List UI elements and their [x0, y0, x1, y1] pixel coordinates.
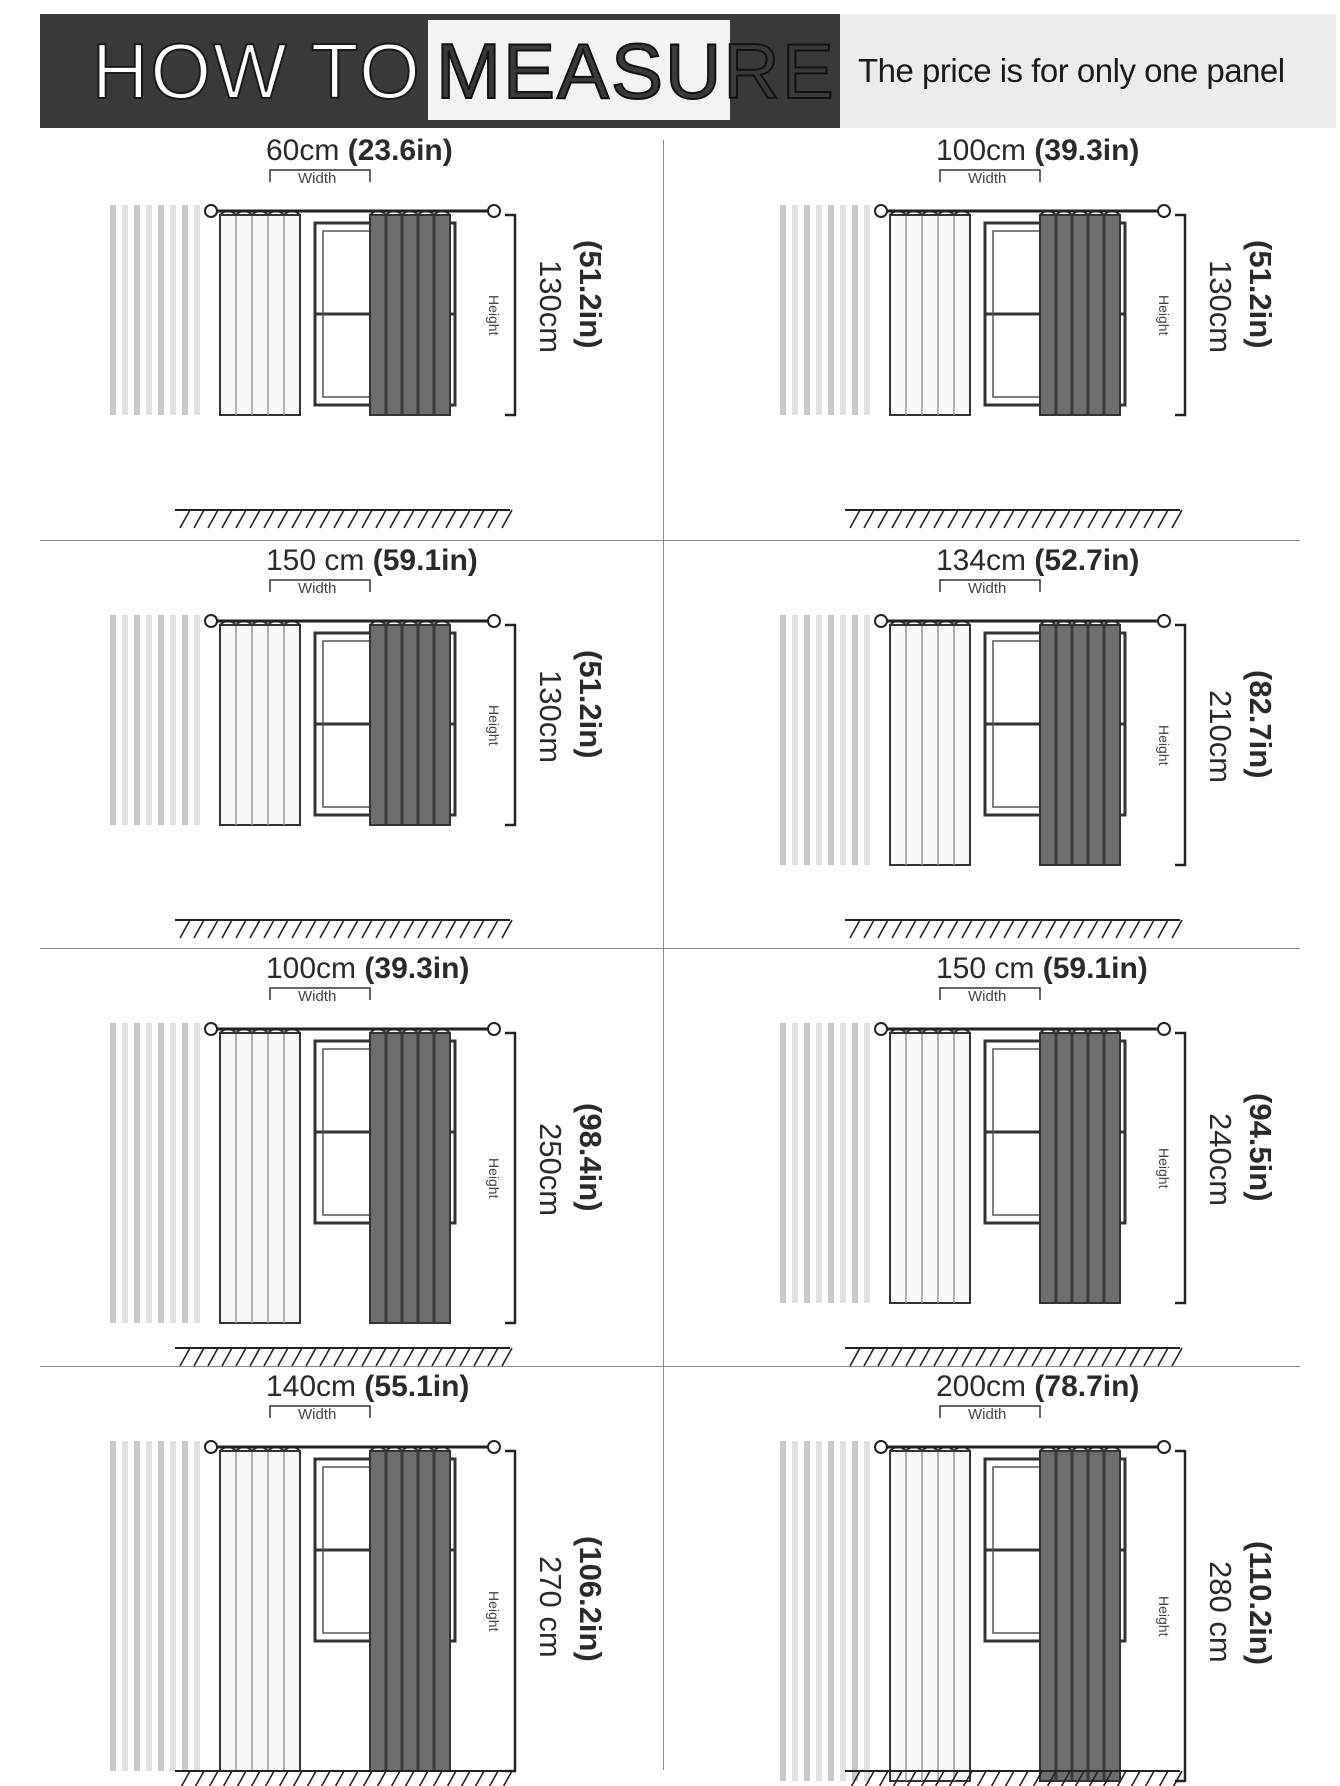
width-inches: (59.1in) [372, 544, 478, 577]
height-inches-label [1242, 1093, 1278, 1202]
height-inches-label [572, 650, 608, 759]
curtain-panel-left [220, 211, 300, 415]
curtain-panel-left [890, 1029, 970, 1303]
width-tag: Width [968, 1406, 1007, 1423]
height-inches-label [572, 1103, 608, 1212]
curtain-panel-right [370, 621, 450, 825]
width-cm: 150 cm [266, 544, 365, 577]
height-inches-label [1242, 240, 1278, 349]
width-label [266, 134, 453, 168]
width-label [936, 952, 1148, 986]
curtain-illustration [80, 140, 720, 550]
height-tag: Height [486, 295, 502, 336]
curtain-diagram-4 [750, 544, 1340, 950]
height-cm: 250cm [533, 1123, 568, 1217]
curtain-panel-right [370, 1029, 450, 1323]
height-cm: 130cm [1203, 260, 1238, 354]
height-inches: (82.7in) [1243, 670, 1278, 779]
floor-hatch [175, 1348, 512, 1366]
height-tag: Height [486, 1158, 502, 1199]
curtain-panel-left [890, 211, 970, 415]
height-cm: 280 cm [1203, 1561, 1238, 1663]
floor-hatch [845, 1348, 1182, 1366]
height-tag: Height [486, 705, 502, 746]
price-note: The price is for only one panel [858, 52, 1285, 89]
height-cm: 130cm [533, 670, 568, 764]
width-inches: (55.1in) [364, 1370, 470, 1403]
width-cm: 60cm [266, 134, 340, 167]
width-tag: Width [298, 580, 337, 597]
width-inches: (23.6in) [347, 134, 453, 167]
height-inches: (106.2in) [573, 1536, 608, 1662]
height-inches-label [572, 240, 608, 349]
width-cm: 100cm [936, 134, 1027, 167]
width-tag: Width [968, 580, 1007, 597]
floor-hatch [175, 510, 512, 528]
title-how-to: HOW TO [92, 27, 422, 115]
curtain-panel-left [890, 1447, 970, 1781]
curtain-panel-right [1040, 1447, 1120, 1781]
height-inches: (51.2in) [573, 240, 608, 349]
width-label [266, 1370, 469, 1404]
floor-hatch [175, 1771, 512, 1786]
width-inches: (78.7in) [1034, 1370, 1140, 1403]
curtain-panel-right [370, 211, 450, 415]
width-label [936, 544, 1139, 578]
curtain-panel-right [1040, 621, 1120, 865]
height-inches: (51.2in) [1243, 240, 1278, 349]
width-inches: (52.7in) [1034, 544, 1140, 577]
curtain-diagram-2 [750, 134, 1340, 540]
curtain-illustration [80, 958, 720, 1368]
curtain-diagram-3 [80, 544, 720, 950]
height-inches-label [1242, 670, 1278, 779]
height-cm: 240cm [1203, 1113, 1238, 1207]
header-banner [40, 14, 1336, 128]
curtain-panel-left [890, 621, 970, 865]
curtain-panel-right [1040, 211, 1120, 415]
width-cm: 134cm [936, 544, 1027, 577]
width-label [936, 1370, 1139, 1404]
height-inches-label [572, 1536, 608, 1662]
curtain-panel-left [220, 1447, 300, 1771]
curtain-diagram-8 [750, 1370, 1340, 1776]
width-label [266, 544, 478, 578]
floor-hatch [845, 510, 1182, 528]
curtain-diagram-6 [750, 952, 1340, 1358]
width-tag: Width [298, 170, 337, 187]
width-label [936, 134, 1139, 168]
floor-hatch [175, 920, 512, 938]
height-tag: Height [486, 1591, 502, 1632]
height-tag: Height [1156, 1596, 1172, 1637]
curtain-illustration [80, 1376, 720, 1786]
height-cm: 210cm [1203, 690, 1238, 784]
curtain-diagram-7 [80, 1370, 720, 1776]
curtain-panel-right [370, 1447, 450, 1771]
curtain-panel-left [220, 621, 300, 825]
height-tag: Height [1156, 295, 1172, 336]
curtain-illustration [80, 550, 720, 960]
width-tag: Width [298, 988, 337, 1005]
height-tag: Height [1156, 725, 1172, 766]
height-inches-label [1242, 1541, 1278, 1665]
height-inches: (51.2in) [573, 650, 608, 759]
title-measure: MEASURE [436, 27, 836, 115]
height-cm: 270 cm [533, 1556, 568, 1658]
width-tag: Width [968, 170, 1007, 187]
width-label [266, 952, 469, 986]
curtain-panel-left [220, 1029, 300, 1323]
width-inches: (39.3in) [364, 952, 470, 985]
curtain-panel-right [1040, 1029, 1120, 1303]
height-inches: (110.2in) [1243, 1541, 1278, 1666]
height-inches: (94.5in) [1243, 1093, 1278, 1202]
height-tag: Height [1156, 1148, 1172, 1189]
height-cm: 130cm [533, 260, 568, 354]
width-inches: (59.1in) [1042, 952, 1148, 985]
width-cm: 150 cm [936, 952, 1035, 985]
width-inches: (39.3in) [1034, 134, 1140, 167]
height-inches: (98.4in) [573, 1103, 608, 1212]
floor-hatch [845, 920, 1182, 938]
width-tag: Width [298, 1406, 337, 1423]
width-cm: 200cm [936, 1370, 1027, 1403]
width-cm: 100cm [266, 952, 357, 985]
width-cm: 140cm [266, 1370, 357, 1403]
curtain-diagram-5 [80, 952, 720, 1358]
curtain-diagram-1 [80, 134, 720, 540]
width-tag: Width [968, 988, 1007, 1005]
